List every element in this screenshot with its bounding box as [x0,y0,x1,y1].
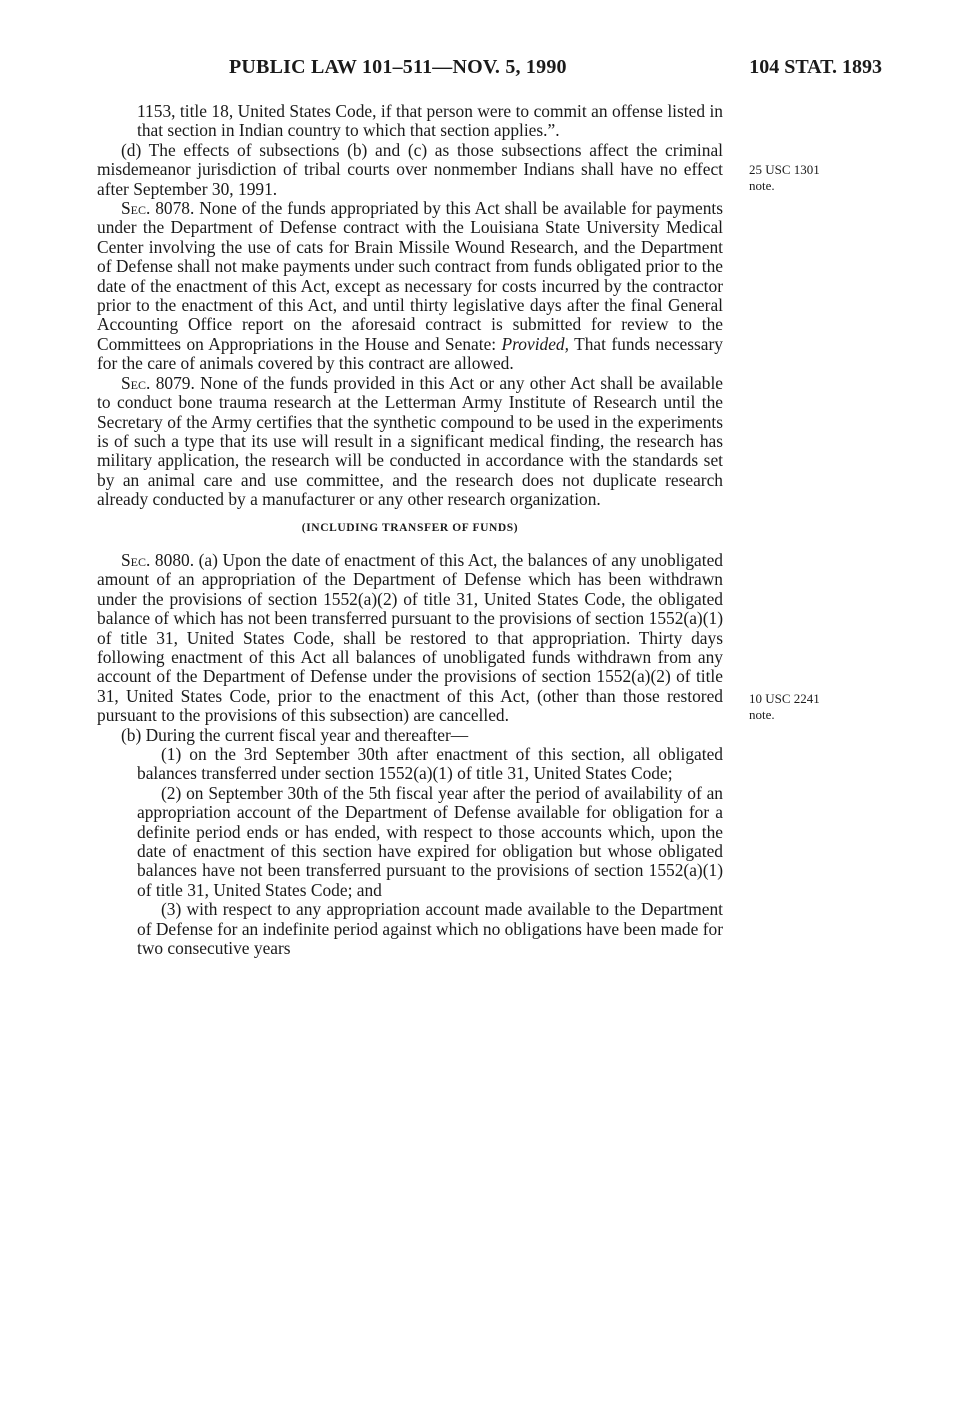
section-label: Sec. [121,372,151,393]
quoted-text-paragraph: 1153, title 18, United States Code, if that person were to commit an offense listed in that section in Indian country to which that section applies.”. [137,101,723,141]
margin-note-line: 25 USC 1301 [749,162,820,177]
section-label: Sec. [121,198,151,219]
section-heading: (INCLUDING TRANSFER OF FUNDS) [301,521,519,534]
section-text: 8078. None of the funds appropriated by this Act shall be available for payments under the Department of Defense contract with the Louisiana State University Medical Center involving the use of cats for Brain Missile Wound Research, and the Department of Defense shall not make payments under such contract from funds obligated prior to the date of the enactment of this Act, except as necessary for costs incurred by the contractor prior to the enactment of this Act, and until thirty legislative days after the final General Accounting Office report on the aforesaid contract is submitted for review to the Committees on Appropriations in the House and Senate: [97,198,723,354]
provided-keyword: Provided, [501,333,569,354]
section-text: 8080. (a) Upon the date of enactment of this Act, the balances of any unobligated amount of an appropriation of the Department of Defense which has been withdrawn under the provisions of section 1552(a)(2) of title 31, United States Code, the obligated balance of which has not been transferred pursuant to the provisions of section 1552(a)(1) of title 31, United States Code, shall be restored to that appropriation. Thirty days following enactment of this Act all balances of unobligated funds withdrawn from any account of the Department of Defense under the provisions of section 1552(a)(2) of title 31, United States Code, prior to the enactment of this Act, (other than those restored pursuant to the provisions of this subsection) are cancelled. [97,549,723,726]
running-header-stat: 104 STAT. 1893 [749,56,882,78]
section-text: 8079. None of the funds provided in this Act or any other Act shall be available to conduct bone trauma research at the Letterman Army Institute of Research until the Secretary of the Army certifies that the synthetic compound to be used in the experiments is of such a type that its use will result in a significant medical finding, the research has military application, the research will be conducted in accordance with the standards set by an animal care and use committee, and the research does not duplicate research already conducted by a manufacturer or any other research organization. [97,372,723,510]
list-item-2: (2) on September 30th of the 5th fiscal year after the period of availability of an appropriation account of the Department of Defense available for obligation for a definite period ends or has ended, with respect to those accounts which, upon the date of enactment of this section have expired for obligation but whose obligated balances have not been transferred pursuant to the provisions of section 1552(a)(1) of title 31, United States Code; and [137,782,723,900]
section-8079-paragraph [97,374,723,510]
running-header-title: PUBLIC LAW 101–511—NOV. 5, 1990 [229,56,567,78]
section-text: That funds necessary for the care of animals covered by this contract are allowed. [97,333,723,374]
margin-note-line: 10 USC 2241 [749,691,820,706]
section-8078-paragraph [97,199,723,374]
document-body [97,102,723,958]
margin-note-25-usc-1301 [749,162,869,194]
subsection-b-paragraph: (b) During the current fiscal year and thereafter— [121,724,469,745]
subsection-d-paragraph: (d) The effects of subsections (b) and (c) as those subsections affect the criminal misdemeanor jurisdiction of tribal courts over nonmember Indians shall have no effect after September 30, 1991. [97,139,723,199]
margin-note-line: note. [749,707,775,722]
margin-note-line: note. [749,178,775,193]
list-item-3: (3) with respect to any appropriation account made available to the Department of Defense for an indefinite period against which no obligations have been made for two consecutive years [137,899,723,959]
margin-note-10-usc-2241 [749,691,869,723]
section-label: Sec. [121,549,151,570]
section-8080-paragraph [97,551,723,726]
list-item-1: (1) on the 3rd September 30th after enactment of this section, all obligated balances transferred under section 1552(a)(1) of title 31, United States Code; [137,744,723,784]
